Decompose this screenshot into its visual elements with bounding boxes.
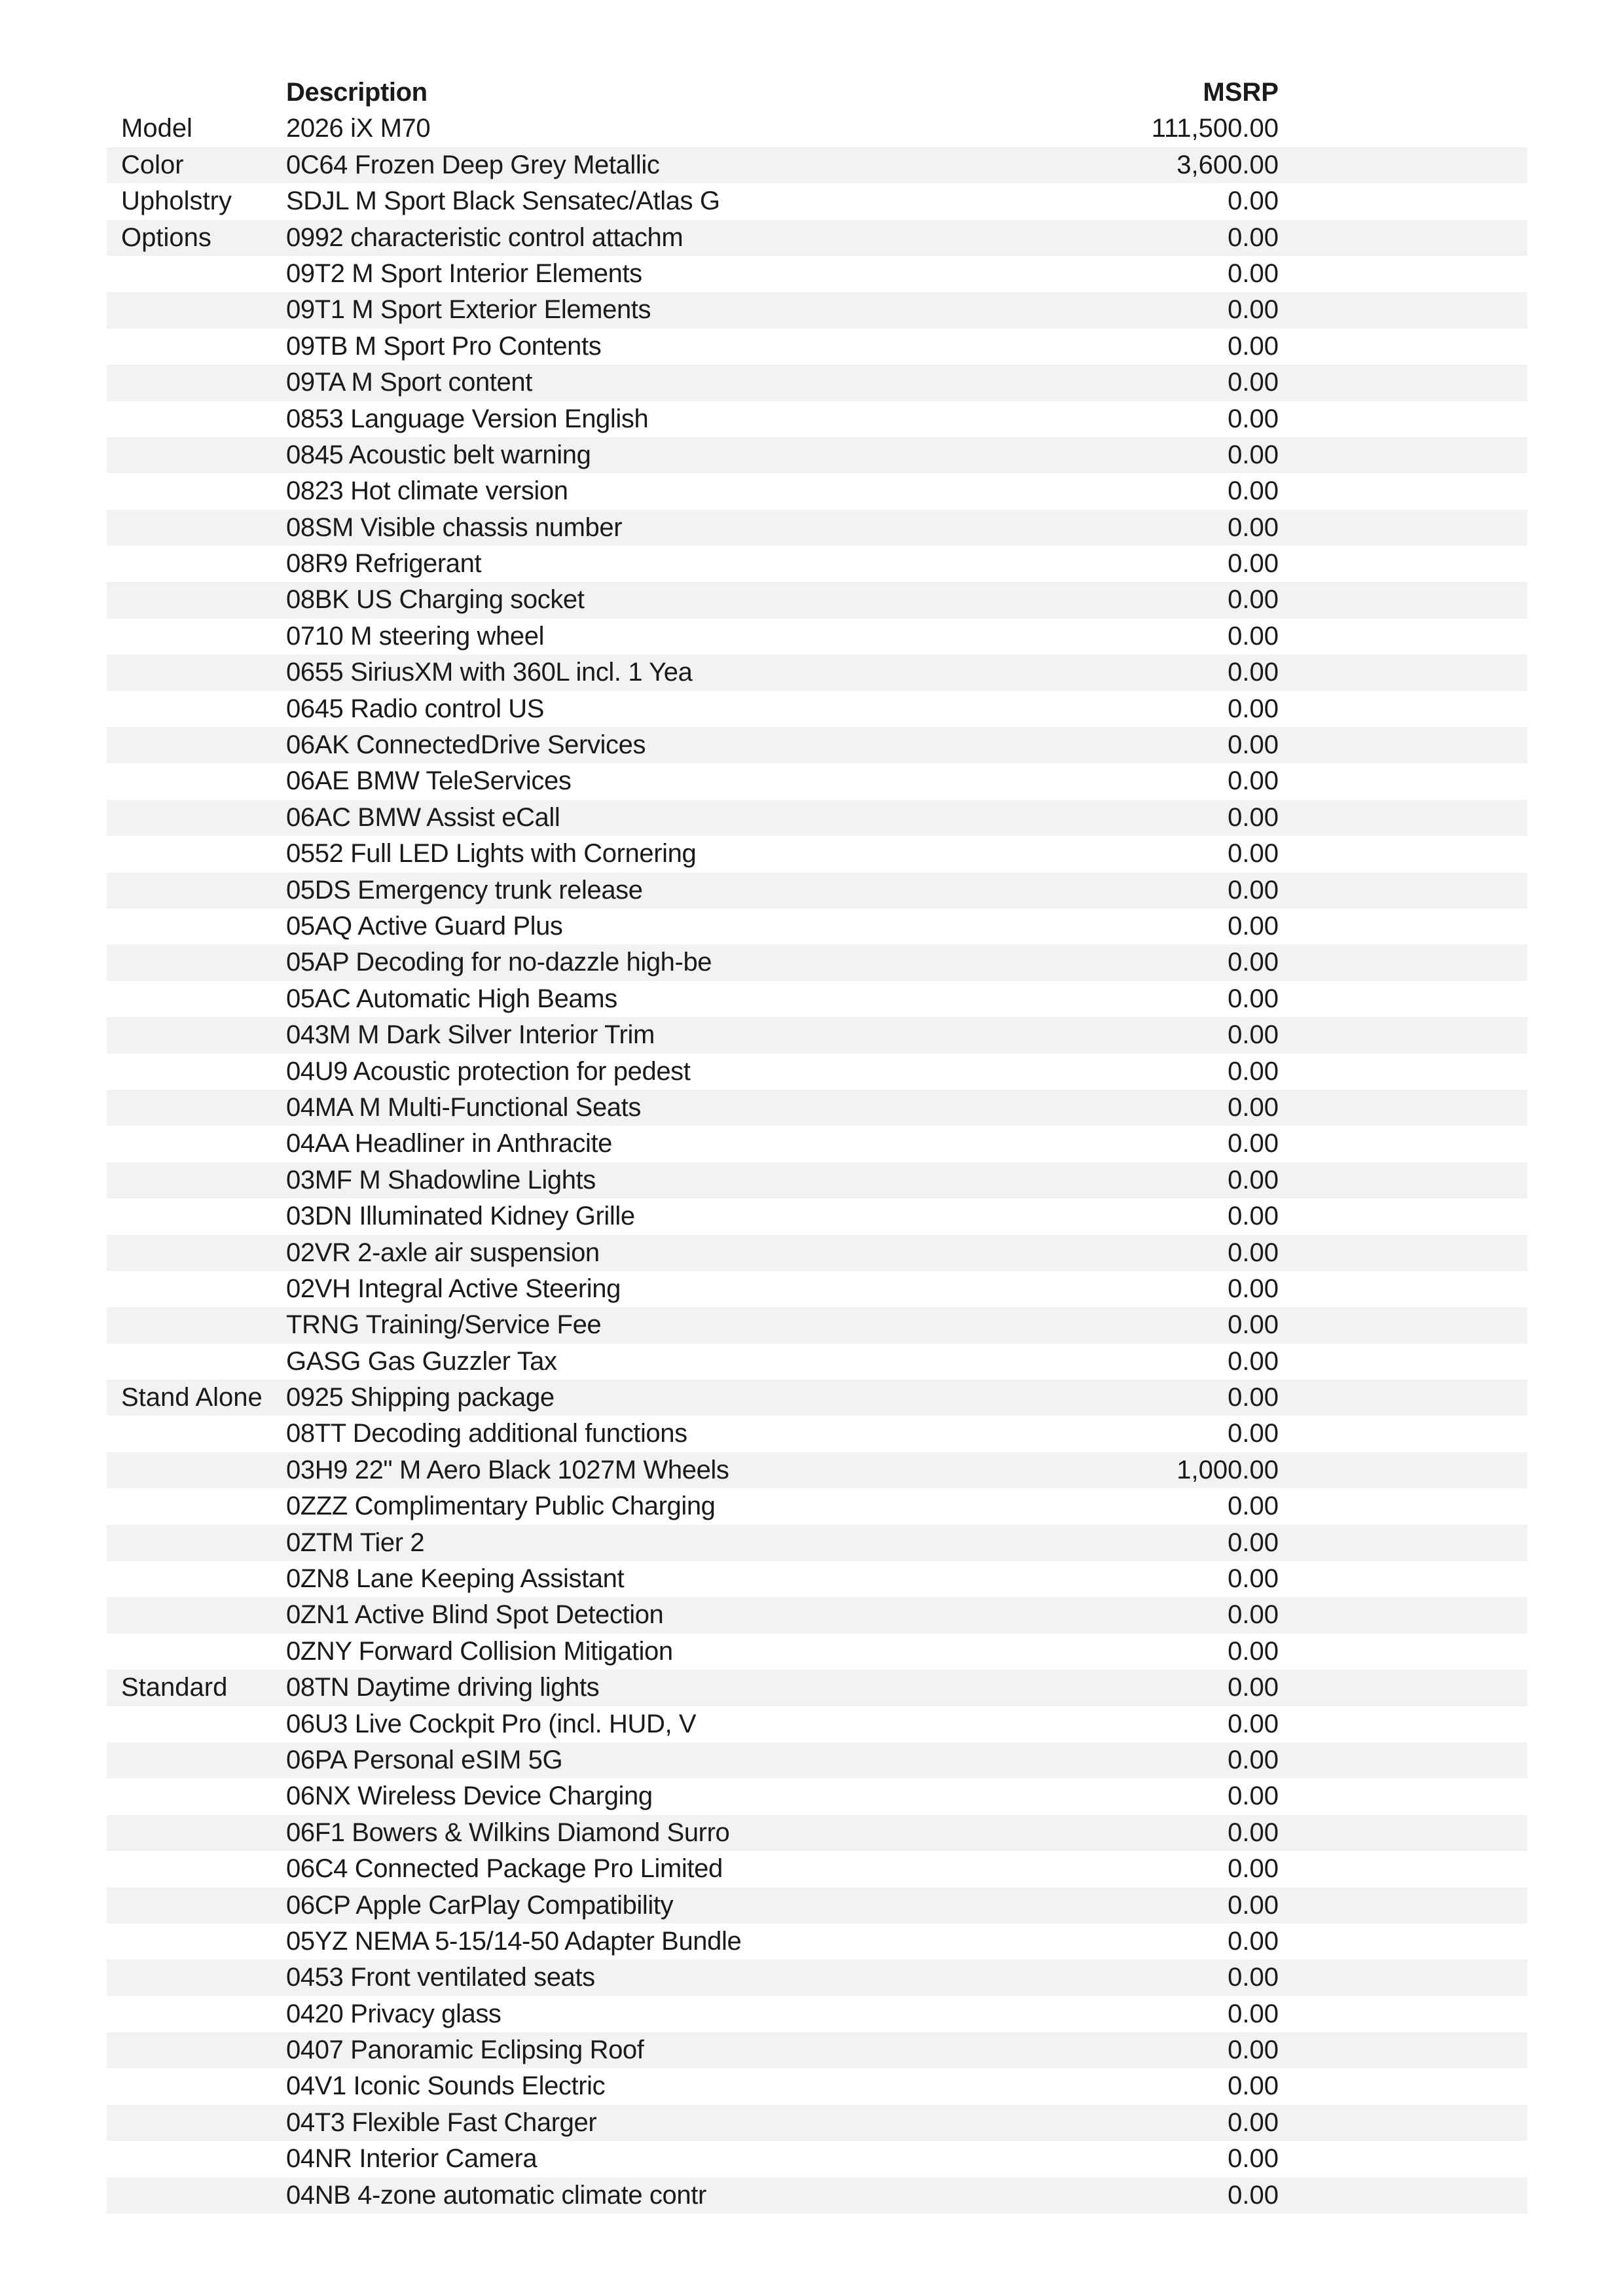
table-row <box>107 1742 1527 1778</box>
table-row <box>107 763 1527 799</box>
description-cell: 0420 Privacy glass <box>286 1999 501 2028</box>
description-cell: 043M M Dark Silver Interior Trim <box>286 1020 655 1050</box>
description-cell: 0645 Radio control US <box>286 694 545 723</box>
msrp-cell: 0.00 <box>1228 1419 1279 1448</box>
category-cell: Upholstry <box>121 187 232 216</box>
table-row <box>107 292 1527 328</box>
table-row <box>107 365 1527 401</box>
msrp-cell: 0.00 <box>1228 512 1279 542</box>
msrp-header: MSRP <box>1203 78 1279 107</box>
description-cell: 09TA M Sport content <box>286 368 532 397</box>
table-row <box>107 1416 1527 1452</box>
msrp-cell: 0.00 <box>1228 1926 1279 1956</box>
table-row <box>107 836 1527 872</box>
description-cell: 0710 M steering wheel <box>286 621 545 651</box>
msrp-cell: 0.00 <box>1228 295 1279 325</box>
description-cell: 02VR 2-axle air suspension <box>286 1238 600 1267</box>
msrp-cell: 0.00 <box>1228 1092 1279 1122</box>
msrp-cell: 0.00 <box>1228 1782 1279 1811</box>
msrp-cell: 0.00 <box>1228 1020 1279 1050</box>
table-row <box>107 944 1527 980</box>
table-body <box>107 111 1527 2214</box>
table-row <box>107 1670 1527 1706</box>
description-cell: TRNG Training/Service Fee <box>286 1310 602 1340</box>
table-row <box>107 111 1527 147</box>
table-row <box>107 1706 1527 1742</box>
category-cell: Color <box>121 150 184 179</box>
category-cell: Options <box>121 223 211 252</box>
table-row <box>107 1017 1527 1053</box>
msrp-cell: 0.00 <box>1228 621 1279 651</box>
description-cell: 0552 Full LED Lights with Cornering <box>286 839 697 869</box>
msrp-cell: 0.00 <box>1228 2036 1279 2065</box>
msrp-cell: 0.00 <box>1228 1854 1279 1884</box>
description-cell: 0ZZZ Complimentary Public Charging <box>286 1492 716 1521</box>
msrp-cell: 0.00 <box>1228 984 1279 1013</box>
table-row <box>107 147 1527 183</box>
msrp-cell: 0.00 <box>1228 1745 1279 1774</box>
msrp-cell: 0.00 <box>1228 1636 1279 1666</box>
description-cell: 0C64 Frozen Deep Grey Metallic <box>286 150 660 179</box>
description-cell: 06AK ConnectedDrive Services <box>286 730 646 760</box>
msrp-cell: 0.00 <box>1228 404 1279 433</box>
msrp-cell: 0.00 <box>1228 1129 1279 1158</box>
description-cell: 06U3 Live Cockpit Pro (incl. HUD, V <box>286 1709 697 1738</box>
msrp-cell: 0.00 <box>1228 658 1279 687</box>
table-row <box>107 1778 1527 1814</box>
table-row <box>107 1126 1527 1162</box>
msrp-cell: 0.00 <box>1228 1383 1279 1412</box>
table-row <box>107 1634 1527 1670</box>
table-row <box>107 473 1527 509</box>
msrp-cell: 0.00 <box>1228 2144 1279 2174</box>
description-cell: 06AE BMW TeleServices <box>286 766 572 796</box>
table-row <box>107 1090 1527 1126</box>
table-row <box>107 1597 1527 1633</box>
table-row <box>107 1452 1527 1488</box>
msrp-cell: 0.00 <box>1228 875 1279 905</box>
description-cell: 05AC Automatic High Beams <box>286 984 617 1013</box>
description-cell: 04NR Interior Camera <box>286 2144 538 2174</box>
description-cell: 0823 Hot climate version <box>286 476 568 506</box>
description-cell: 08R9 Refrigerant <box>286 549 482 579</box>
description-cell: 09TB M Sport Pro Contents <box>286 331 602 361</box>
table-row <box>107 872 1527 908</box>
description-cell: 04T3 Flexible Fast Charger <box>286 2108 597 2137</box>
description-cell: 04MA M Multi-Functional Seats <box>286 1092 641 1122</box>
table-row <box>107 1525 1527 1561</box>
description-cell: 0853 Language Version English <box>286 404 649 433</box>
table-row <box>107 2178 1527 2214</box>
table-row <box>107 1851 1527 1887</box>
description-cell: 05AP Decoding for no-dazzle high-be <box>286 948 712 977</box>
msrp-cell: 0.00 <box>1228 1709 1279 1738</box>
table-row <box>107 1380 1527 1416</box>
table-row <box>107 183 1527 219</box>
msrp-cell: 0.00 <box>1228 911 1279 941</box>
msrp-cell: 0.00 <box>1228 1600 1279 1630</box>
description-cell: 09T1 M Sport Exterior Elements <box>286 295 651 325</box>
msrp-cell: 0.00 <box>1228 730 1279 760</box>
msrp-cell: 0.00 <box>1228 440 1279 469</box>
table-row <box>107 655 1527 691</box>
description-cell: 0655 SiriusXM with 360L incl. 1 Yea <box>286 658 693 687</box>
msrp-cell: 1,000.00 <box>1176 1455 1279 1484</box>
description-cell: 06F1 Bowers & Wilkins Diamond Surro <box>286 1818 730 1847</box>
description-cell: 08SM Visible chassis number <box>286 512 623 542</box>
description-cell: 05DS Emergency trunk release <box>286 875 643 905</box>
table-header <box>107 75 1527 111</box>
description-cell: 03MF M Shadowline Lights <box>286 1165 596 1194</box>
category-cell: Model <box>121 114 192 143</box>
msrp-cell: 0.00 <box>1228 368 1279 397</box>
table-row <box>107 1198 1527 1234</box>
msrp-cell: 0.00 <box>1228 1274 1279 1303</box>
description-cell: 06AC BMW Assist eCall <box>286 802 560 832</box>
msrp-cell: 0.00 <box>1228 1238 1279 1267</box>
table-row <box>107 619 1527 655</box>
msrp-cell: 0.00 <box>1228 839 1279 869</box>
description-cell: SDJL M Sport Black Sensatec/Atlas G <box>286 187 720 216</box>
msrp-cell: 0.00 <box>1228 1673 1279 1702</box>
msrp-cell: 0.00 <box>1228 694 1279 723</box>
msrp-cell: 0.00 <box>1228 1165 1279 1194</box>
description-cell: 06PA Personal eSIM 5G <box>286 1745 563 1774</box>
table-row <box>107 2141 1527 2177</box>
table-row <box>107 1815 1527 1851</box>
msrp-cell: 0.00 <box>1228 766 1279 796</box>
description-cell: 08BK US Charging socket <box>286 585 585 615</box>
description-cell: 05YZ NEMA 5-15/14-50 Adapter Bundle <box>286 1926 742 1956</box>
description-cell: 05AQ Active Guard Plus <box>286 911 563 941</box>
description-cell: 04U9 Acoustic protection for pedest <box>286 1056 691 1086</box>
description-cell: 2026 iX M70 <box>286 114 431 143</box>
description-cell: GASG Gas Guzzler Tax <box>286 1346 557 1376</box>
msrp-cell: 0.00 <box>1228 549 1279 579</box>
msrp-cell: 0.00 <box>1228 1963 1279 1992</box>
table-row <box>107 582 1527 618</box>
description-cell: 0992 characteristic control attachm <box>286 223 684 252</box>
description-cell: 0ZN8 Lane Keeping Assistant <box>286 1564 625 1594</box>
table-row <box>107 1235 1527 1271</box>
table-row <box>107 691 1527 727</box>
msrp-cell: 0.00 <box>1228 1890 1279 1920</box>
description-cell: 04NB 4-zone automatic climate contr <box>286 2180 706 2210</box>
table-row <box>107 220 1527 256</box>
table-row <box>107 1054 1527 1090</box>
category-cell: Standard <box>121 1673 228 1702</box>
msrp-cell: 0.00 <box>1228 1346 1279 1376</box>
msrp-cell: 3,600.00 <box>1176 150 1279 179</box>
msrp-cell: 0.00 <box>1228 2108 1279 2137</box>
table-row <box>107 1561 1527 1597</box>
msrp-cell: 0.00 <box>1228 948 1279 977</box>
table-row <box>107 1307 1527 1343</box>
table-row <box>107 1344 1527 1380</box>
description-cell: 04AA Headliner in Anthracite <box>286 1129 613 1158</box>
description-cell: 0ZNY Forward Collision Mitigation <box>286 1636 673 1666</box>
msrp-cell: 0.00 <box>1228 259 1279 288</box>
msrp-cell: 0.00 <box>1228 1310 1279 1340</box>
table-row <box>107 510 1527 546</box>
msrp-cell: 0.00 <box>1228 1056 1279 1086</box>
table-row <box>107 2105 1527 2141</box>
msrp-cell: 0.00 <box>1228 1818 1279 1847</box>
description-header: Description <box>286 78 428 107</box>
description-cell: 0ZTM Tier 2 <box>286 1528 425 1557</box>
description-cell: 0453 Front ventilated seats <box>286 1963 595 1992</box>
description-cell: 02VH Integral Active Steering <box>286 1274 621 1303</box>
table-row <box>107 1960 1527 1996</box>
msrp-cell: 0.00 <box>1228 2072 1279 2101</box>
description-cell: 08TN Daytime driving lights <box>286 1673 600 1702</box>
table-row <box>107 401 1527 437</box>
description-cell: 03DN Illuminated Kidney Grille <box>286 1202 635 1231</box>
msrp-cell: 0.00 <box>1228 223 1279 252</box>
msrp-cell: 0.00 <box>1228 2180 1279 2210</box>
msrp-cell: 0.00 <box>1228 1528 1279 1557</box>
table-row <box>107 256 1527 292</box>
msrp-cell: 0.00 <box>1228 802 1279 832</box>
description-cell: 03H9 22" M Aero Black 1027M Wheels <box>286 1455 729 1484</box>
table-row <box>107 1162 1527 1198</box>
msrp-cell: 0.00 <box>1228 1202 1279 1231</box>
description-cell: 0407 Panoramic Eclipsing Roof <box>286 2036 644 2065</box>
table-row <box>107 546 1527 582</box>
msrp-cell: 111,500.00 <box>1151 114 1279 143</box>
table-row <box>107 1271 1527 1307</box>
description-cell: 0845 Acoustic belt warning <box>286 440 591 469</box>
description-cell: 0925 Shipping package <box>286 1383 555 1412</box>
description-cell: 0ZN1 Active Blind Spot Detection <box>286 1600 664 1630</box>
table-row <box>107 2032 1527 2068</box>
table-row <box>107 908 1527 944</box>
msrp-cell: 0.00 <box>1228 331 1279 361</box>
table-row <box>107 437 1527 473</box>
category-cell: Stand Alone <box>121 1383 263 1412</box>
description-cell: 06C4 Connected Package Pro Limited <box>286 1854 723 1884</box>
table-row <box>107 800 1527 836</box>
msrp-cell: 0.00 <box>1228 585 1279 615</box>
msrp-cell: 0.00 <box>1228 1999 1279 2028</box>
description-cell: 06CP Apple CarPlay Compatibility <box>286 1890 674 1920</box>
table-row <box>107 1888 1527 1924</box>
table-row <box>107 2068 1527 2104</box>
description-cell: 09T2 M Sport Interior Elements <box>286 259 642 288</box>
msrp-cell: 0.00 <box>1228 187 1279 216</box>
table-row <box>107 727 1527 763</box>
msrp-cell: 0.00 <box>1228 1564 1279 1594</box>
description-cell: 06NX Wireless Device Charging <box>286 1782 653 1811</box>
msrp-cell: 0.00 <box>1228 1492 1279 1521</box>
description-cell: 04V1 Iconic Sounds Electric <box>286 2072 606 2101</box>
table-row <box>107 981 1527 1017</box>
table-row <box>107 1996 1527 2032</box>
msrp-table <box>107 75 1527 2214</box>
table-row <box>107 329 1527 365</box>
msrp-cell: 0.00 <box>1228 476 1279 506</box>
description-cell: 08TT Decoding additional functions <box>286 1419 687 1448</box>
table-row <box>107 1924 1527 1960</box>
table-row <box>107 1488 1527 1524</box>
